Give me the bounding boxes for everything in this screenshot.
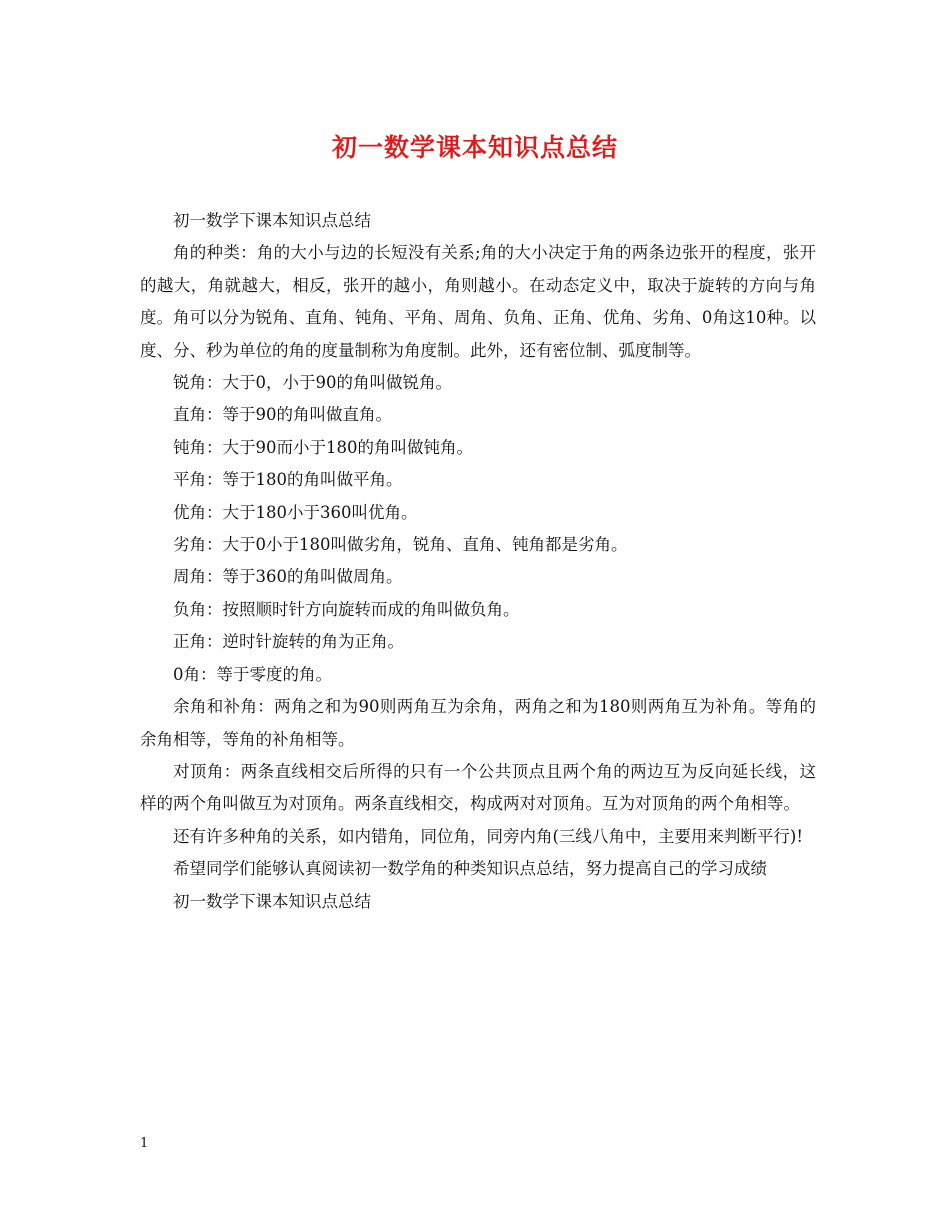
paragraph-minor-angle: 劣角：大于0小于180叫做劣角，锐角、直角、钝角都是劣角。 — [173, 535, 628, 555]
paragraph-zero-angle: 0角：等于零度的角。 — [173, 664, 332, 684]
paragraph-obtuse-angle: 钝角：大于90而小于180的角叫做钝角。 — [173, 437, 473, 457]
paragraph-negative-angle: 负角：按照顺时针方向旋转而成的角叫做负角。 — [173, 599, 520, 619]
paragraph-complementary-supplementary: 余角和补角：两角之和为90则两角互为余角，两角之和为180则两角互为补角。等角的余角相等，等角的补角相等。 — [140, 697, 816, 749]
page-number: 1 — [140, 1136, 149, 1151]
paragraph-subtitle-repeat: 初一数学下课本知识点总结 — [173, 891, 371, 911]
paragraph-vertical-angles: 对顶角：两条直线相交后所得的只有一个公共顶点且两个角的两边互为反向延长线，这样的两个角叫做互为对顶角。两条直线相交，构成两对对顶角。互为对顶角的两个角相等。 — [140, 761, 816, 814]
document-body — [140, 205, 816, 918]
document-title: 初一数学课本知识点总结 — [331, 133, 618, 162]
paragraph-other-relations: 还有许多种角的关系，如内错角，同位角，同旁内角(三线八角中，主要用来判断平行)! — [173, 826, 804, 846]
paragraph-subtitle: 初一数学下课本知识点总结 — [173, 211, 371, 230]
paragraph-acute-angle: 锐角：大于0，小于90的角叫做锐角。 — [173, 373, 452, 393]
paragraph-angle-types: 角的种类：角的大小与边的长短没有关系;角的大小决定于角的两条边张开的程度，张开的越大，角就越大，相反，张开的越小，角则越小。在动态定义中，取决于旋转的方向与角度。角可以分为锐角、直角、钝角、平角、周角、负角、正角、优角、劣角、0角这10种。以度、分、秒为单位的角的度量制称为角度制。此外，还有密位制、弧度制等。 — [140, 243, 816, 360]
paragraph-full-angle: 周角：等于360的角叫做周角。 — [173, 567, 403, 587]
paragraph-positive-angle: 正角：逆时针旋转的角为正角。 — [173, 632, 404, 652]
paragraph-straight-angle: 平角：等于180的角叫做平角。 — [173, 470, 403, 490]
paragraph-closing: 希望同学们能够认真阅读初一数学角的种类知识点总结，努力提高自己的学习成绩 — [173, 859, 767, 879]
paragraph-right-angle: 直角：等于90的角叫做直角。 — [173, 405, 392, 425]
paragraph-reflex-angle: 优角：大于180小于360叫优角。 — [173, 502, 418, 522]
